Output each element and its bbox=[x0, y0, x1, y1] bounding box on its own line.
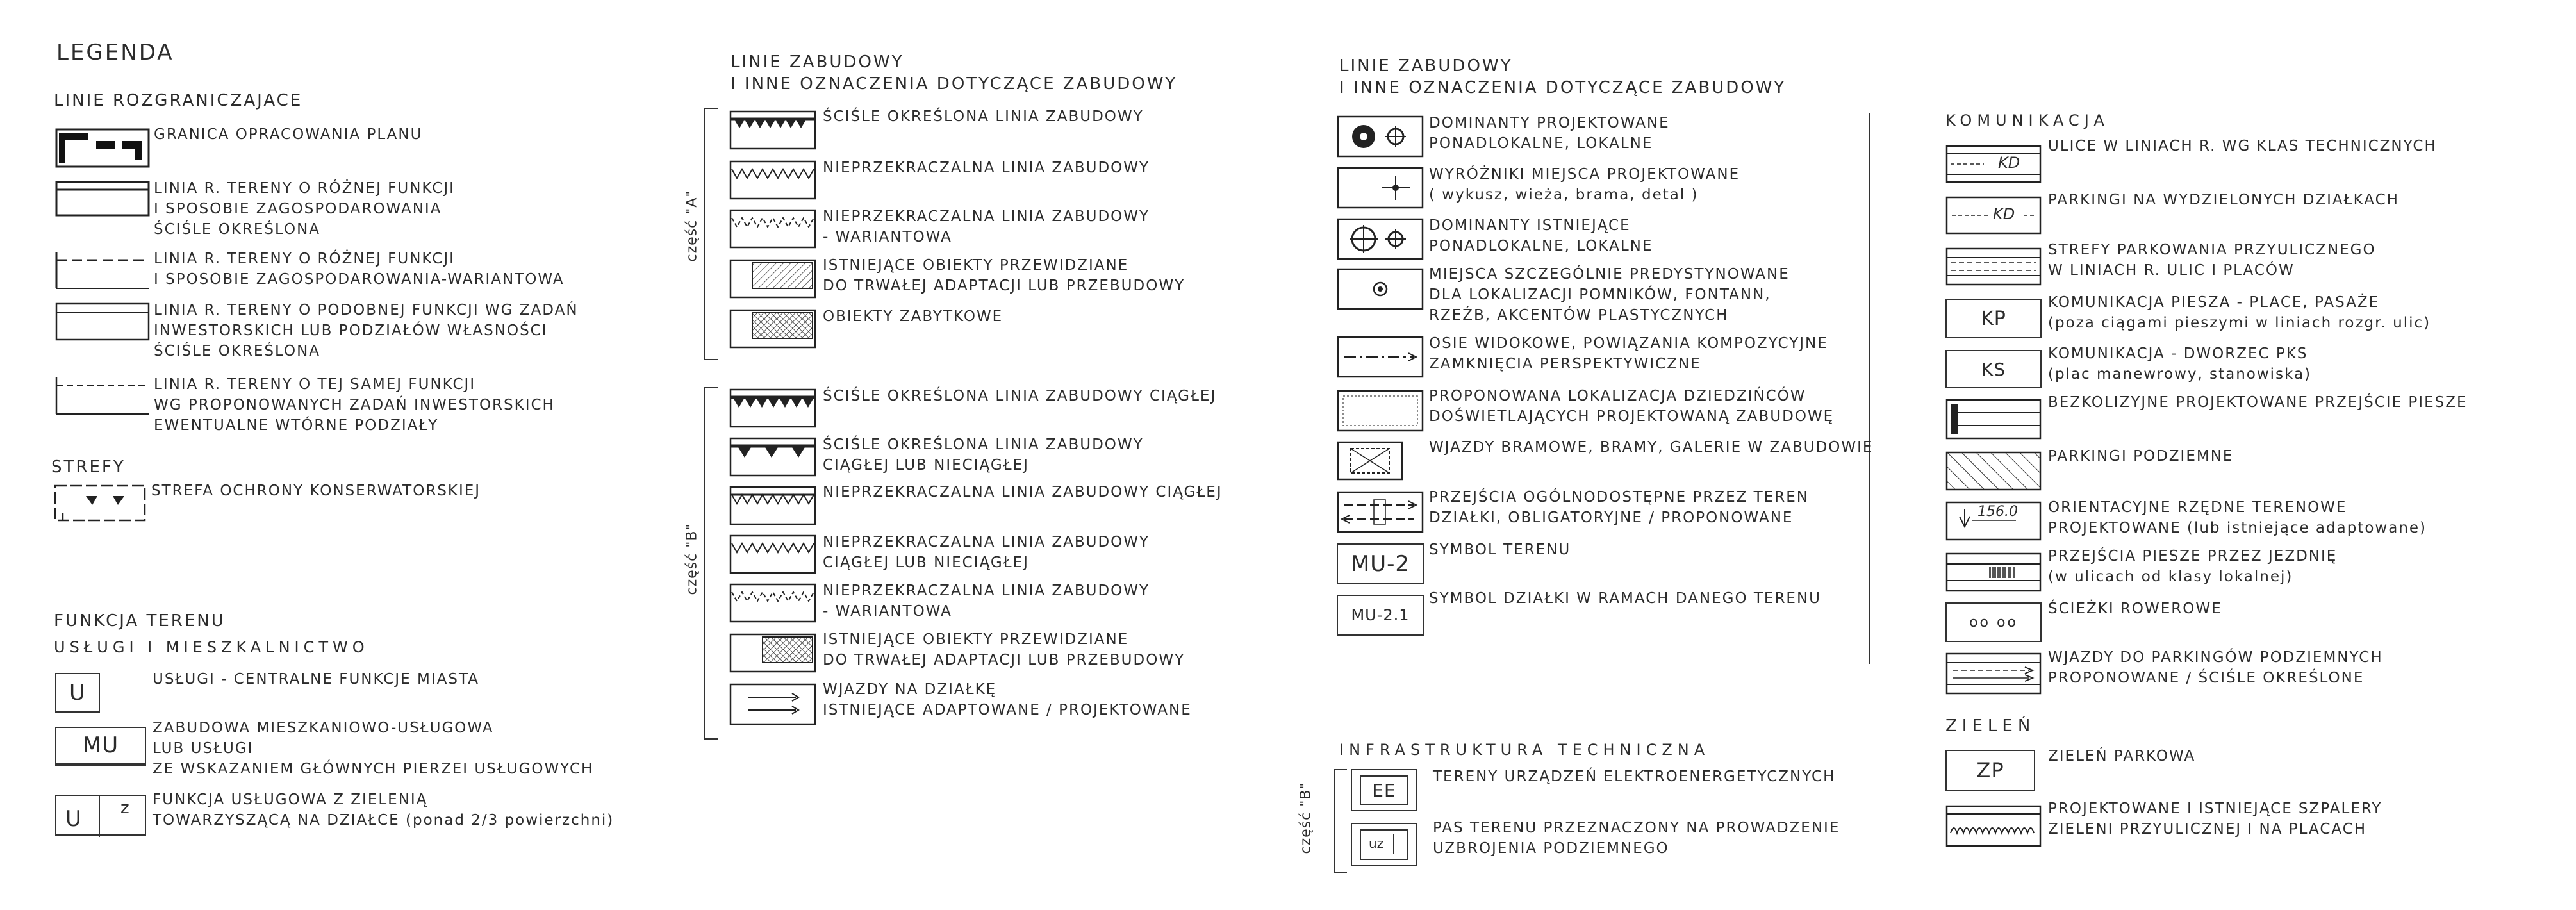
code-box-uz-infra bbox=[1351, 823, 1417, 866]
boundary-line-same-function-symbol bbox=[55, 376, 150, 415]
boundary-line-variant-symbol bbox=[55, 251, 150, 290]
tree-rows-symbol bbox=[1945, 805, 2042, 847]
boundary-line-solid-symbol bbox=[55, 181, 150, 217]
subheading-uslugi: USŁUGI I MIESZKALNICTWO bbox=[54, 638, 369, 656]
place-distinguishers-symbol bbox=[1337, 167, 1424, 209]
max-continuous-line-symbol bbox=[729, 486, 816, 525]
monument-locations-symbol bbox=[1337, 268, 1424, 310]
code-box-mu-2: MU-2 bbox=[1337, 543, 1424, 584]
max-continuous-or-not-line-symbol bbox=[729, 534, 816, 574]
legend-label: LINIA R. TERENY O PODOBNEJ FUNKCJI WG ZADAŃ INWESTORSKICH LUB PODZIAŁÓW WŁASNOŚCI ŚCIŚLE OKREŚLONA bbox=[154, 302, 579, 360]
legend-label: PARKINGI PODZIEMNE bbox=[2048, 448, 2234, 465]
legend-label: NIEPRZEKRACZALNA LINIA ZABUDOWY CIĄGŁEJ bbox=[823, 484, 1223, 500]
legend-label: ZIELEŃ PARKOWA bbox=[2048, 748, 2196, 765]
max-building-line-variant-symbol bbox=[729, 209, 816, 249]
dominants-existing-symbol bbox=[1337, 218, 1424, 260]
terrain-elevation-symbol bbox=[1945, 501, 2042, 541]
view-axes-symbol bbox=[1337, 336, 1424, 378]
legend-label: DOMINANTY PROJEKTOWANE PONADLOKALNE, LOKALNE bbox=[1429, 115, 1670, 152]
legend-label: KOMUNIKACJA PIESZA - PLACE, PASAŻE (poza ciągami pieszymi w liniach rozgr. ulic) bbox=[2048, 294, 2431, 331]
underground-parking-symbol bbox=[1945, 451, 2042, 491]
strict-building-line-symbol bbox=[729, 110, 816, 150]
code-text: KD bbox=[1993, 205, 2015, 223]
pedestrian-crossing-projected-symbol bbox=[1945, 399, 2042, 440]
code-box-text: EE bbox=[1360, 775, 1408, 805]
legend-label: WJAZDY DO PARKINGÓW PODZIEMNYCH PROPONOWANE / ŚCIŚLE OKREŚLONE bbox=[2048, 649, 2383, 686]
code-box-mu-2-1: MU-2.1 bbox=[1337, 595, 1424, 636]
legend-label: ŚCIŚLE OKREŚLONA LINIA ZABUDOWY bbox=[823, 108, 1144, 125]
legend-label: STREFY PARKOWANIA PRZYULICZNEGO W LINIACH R. ULIC I PLACÓW bbox=[2048, 242, 2376, 279]
legend-label: NIEPRZEKRACZALNA LINIA ZABUDOWY - WARIANTOWA bbox=[823, 583, 1150, 620]
legend-label: BEZKOLIZYJNE PROJEKTOWANE PRZEJŚCIE PIESZE bbox=[2048, 394, 2468, 411]
code-text: KD bbox=[1998, 154, 2020, 172]
section-heading-infrastruktura: INFRASTRUKTURA TECHNICZNA bbox=[1339, 741, 1710, 759]
code-box-u: U bbox=[55, 673, 100, 713]
street-parking-zones-symbol bbox=[1945, 247, 2042, 286]
legend-label: PRZEJŚCIA OGÓLNODOSTĘPNE PRZEZ TEREN DZIAŁKI, OBLIGATORYJNE / PROPONOWANE bbox=[1429, 489, 1809, 526]
strict-continuous-or-not-line-symbol bbox=[729, 437, 816, 477]
code-box-text: uz bbox=[1369, 836, 1384, 851]
legend-label: OSIE WIDOKOWE, POWIĄZANIA KOMPOZYCYJNE ZAMKNIĘCIA PERSPEKTYWICZNE bbox=[1429, 335, 1828, 372]
section-heading-funkcja-terenu: FUNKCJA TERENU bbox=[54, 611, 226, 631]
conservation-zone-symbol bbox=[54, 482, 146, 522]
dominants-projected-symbol bbox=[1337, 115, 1424, 158]
historic-objects-symbol bbox=[729, 309, 816, 349]
legend-label: PRZEJŚCIA PIESZE PRZEZ JEZDNIĘ (w ulicach od klasy lokalnej) bbox=[2048, 548, 2338, 585]
legend-label: GRANICA OPRACOWANIA PLANU bbox=[154, 126, 423, 143]
code-box-sup: z bbox=[120, 798, 129, 818]
legend-label: LINIA R. TERENY O RÓŻNEJ FUNKCJI I SPOSOBIE ZAGOSPODAROWANIA ŚCIŚLE OKREŚLONA bbox=[154, 180, 455, 238]
boundary-line-similar-function-symbol bbox=[55, 302, 150, 341]
section-heading-komunikacja: KOMUNIKACJA bbox=[1945, 112, 2110, 129]
bracket-part-b bbox=[704, 387, 718, 740]
code-box-zp: ZP bbox=[1945, 750, 2035, 791]
legend-label: ULICE W LINIACH R. WG KLAS TECHNICZNYCH bbox=[2048, 138, 2437, 154]
legend-label: NIEPRZEKRACZALNA LINIA ZABUDOWY bbox=[823, 160, 1150, 176]
max-building-line-symbol bbox=[729, 160, 816, 200]
part-a-label: część "A" bbox=[684, 190, 700, 262]
public-passages-symbol bbox=[1337, 491, 1424, 533]
code-box-bike-paths: oo oo bbox=[1945, 602, 2042, 642]
legend-label: SYMBOL DZIAŁKI W RAMACH DANEGO TERENU bbox=[1429, 590, 1822, 607]
code-box-kp: KP bbox=[1945, 299, 2042, 338]
legend-label: WJAZDY NA DZIAŁKĘ ISTNIEJĄCE ADAPTOWANE / PROJEKTOWANE bbox=[823, 681, 1192, 718]
existing-objects-adaptation-symbol bbox=[729, 259, 816, 299]
legend-label: NIEPRZEKRACZALNA LINIA ZABUDOWY CIĄGŁEJ LUB NIECIĄGŁEJ bbox=[823, 534, 1150, 571]
legend-label: WYRÓŻNIKI MIEJSCA PROJEKTOWANE ( wykusz, wieża, brama, detal ) bbox=[1429, 166, 1740, 203]
legend-label: MIEJSCA SZCZEGÓLNIE PREDYSTYNOWANE DLA LOKALIZACJI POMNIKÓW, FONTANN, RZEŹB, AKCENTÓW PLASTYCZNYCH bbox=[1429, 266, 1790, 324]
legend-label: FUNKCJA USŁUGOWA Z ZIELENIĄ TOWARZYSZĄCĄ NA DZIAŁCE (ponad 2/3 powierzchni) bbox=[153, 791, 615, 829]
legend-label: ISTNIEJĄCE OBIEKTY PRZEWIDZIANE DO TRWAŁEJ ADAPTACJI LUB PRZEBUDOWY bbox=[823, 257, 1185, 294]
code-box-uz bbox=[55, 795, 146, 836]
legend-label: ISTNIEJĄCE OBIEKTY PRZEWIDZIANE DO TRWAŁEJ ADAPTACJI LUB PRZEBUDOWY bbox=[823, 631, 1185, 668]
legend-label: ŚCIŚLE OKREŚLONA LINIA ZABUDOWY CIĄGŁEJ LUB NIECIĄGŁEJ bbox=[823, 436, 1144, 474]
legend-title: LEGENDA bbox=[56, 40, 174, 65]
legend-label: STREFA OCHRONY KONSERWATORSKIEJ bbox=[151, 483, 481, 499]
bracket-infra-part-b bbox=[1334, 769, 1347, 873]
legend-label: TERENY URZĄDZEŃ ELEKTROENERGETYCZNYCH bbox=[1433, 768, 1836, 785]
plan-boundary-symbol bbox=[55, 128, 150, 168]
strict-continuous-line-symbol bbox=[729, 388, 816, 428]
code-box-text: U bbox=[65, 806, 81, 832]
legend-label: OBIEKTY ZABYTKOWE bbox=[823, 308, 1003, 325]
code-box-mu: MU bbox=[55, 727, 146, 766]
legend-label: PARKINGI NA WYDZIELONYCH DZIAŁKACH bbox=[2048, 192, 2399, 208]
legend-label: PROJEKTOWANE I ISTNIEJĄCE SZPALERY ZIELENI PRZYULICZNEJ I NA PLACACH bbox=[2048, 800, 2382, 838]
legend-label: KOMUNIKACJA - DWORZEC PKS (plac manewrowy, stanowiska) bbox=[2048, 345, 2312, 383]
legend-label: ORIENTACYJNE RZĘDNE TERENOWE PROJEKTOWANE (lub istniejące adaptowane) bbox=[2048, 499, 2427, 536]
existing-objects-b-symbol bbox=[729, 633, 816, 673]
legend-label: NIEPRZEKRACZALNA LINIA ZABUDOWY - WARIANTOWA bbox=[823, 208, 1150, 245]
section-heading-linie-zabudowy: LINIE ZABUDOWY I INNE OZNACZENIA DOTYCZĄCE ZABUDOWY bbox=[731, 53, 1178, 94]
courtyards-symbol bbox=[1337, 390, 1424, 432]
section-heading-zielen: ZIELEŃ bbox=[1945, 716, 2036, 736]
legend-label: ŚCIŚLE OKREŚLONA LINIA ZABUDOWY CIĄGŁEJ bbox=[823, 388, 1217, 404]
driveway-symbol bbox=[729, 683, 816, 725]
code-text: 156.0 bbox=[1977, 504, 2018, 520]
divider bbox=[99, 796, 100, 837]
crosswalk-symbol bbox=[1945, 552, 2042, 592]
underground-parking-entries-symbol bbox=[1945, 652, 2042, 695]
legend-label: USŁUGI - CENTRALNE FUNKCJE MIASTA bbox=[153, 671, 479, 688]
code-box-ks: KS bbox=[1945, 350, 2042, 388]
bracket-part-a bbox=[704, 108, 718, 360]
legend-label: WJAZDY BRAMOWE, BRAMY, GALERIE W ZABUDOWIE bbox=[1429, 439, 1874, 456]
legend-label: ŚCIEŻKI ROWEROWE bbox=[2048, 600, 2222, 617]
code-box-ee bbox=[1351, 769, 1417, 811]
gateways-symbol bbox=[1337, 441, 1403, 481]
section-heading-linie-zabudowy-2: LINIE ZABUDOWY I INNE OZNACZENIA DOTYCZĄCE ZABUDOWY bbox=[1339, 56, 1787, 97]
legend-label: LINIA R. TERENY O RÓŻNEJ FUNKCJI I SPOSOBIE ZAGOSPODAROWANIA-WARIANTOWA bbox=[154, 251, 565, 288]
legend-label: DOMINANTY ISTNIEJĄCE PONADLOKALNE, LOKALNE bbox=[1429, 217, 1653, 254]
legend-label: ZABUDOWA MIESZKANIOWO-USŁUGOWA LUB USŁUGI ZE WSKAZANIEM GŁÓWNYCH PIERZEI USŁUGOWYCH bbox=[153, 720, 594, 777]
section-heading-strefy: STREFY bbox=[51, 458, 126, 477]
legend-label: SYMBOL TERENU bbox=[1429, 542, 1571, 558]
part-b-label: część "B" bbox=[684, 523, 700, 595]
infra-part-b-label: część "B" bbox=[1298, 782, 1314, 854]
streets-symbol bbox=[1945, 145, 2042, 183]
legend-label: PAS TERENU PRZEZNACZONY NA PROWADZENIE UZBROJENIA PODZIEMNEGO bbox=[1433, 820, 1840, 857]
max-line-variant-b-symbol bbox=[729, 583, 816, 623]
parking-lots-symbol bbox=[1945, 196, 2042, 235]
section-heading-linie-rozgraniczajace: LINIE ROZGRANICZAJACE bbox=[54, 91, 303, 110]
column-divider bbox=[1869, 113, 1870, 664]
legend-label: PROPONOWANA LOKALIZACJA DZIEDZIŃCÓW DOŚWIETLAJĄCYCH PROJEKTOWANĄ ZABUDOWĘ bbox=[1429, 388, 1835, 425]
divider bbox=[1393, 834, 1394, 854]
legend-label: LINIA R. TERENY O TEJ SAMEJ FUNKCJI WG PROPONOWANYCH ZADAŃ INWESTORSKICH EWENTUALNE WTÓRNE PODZIAŁY bbox=[154, 376, 555, 434]
